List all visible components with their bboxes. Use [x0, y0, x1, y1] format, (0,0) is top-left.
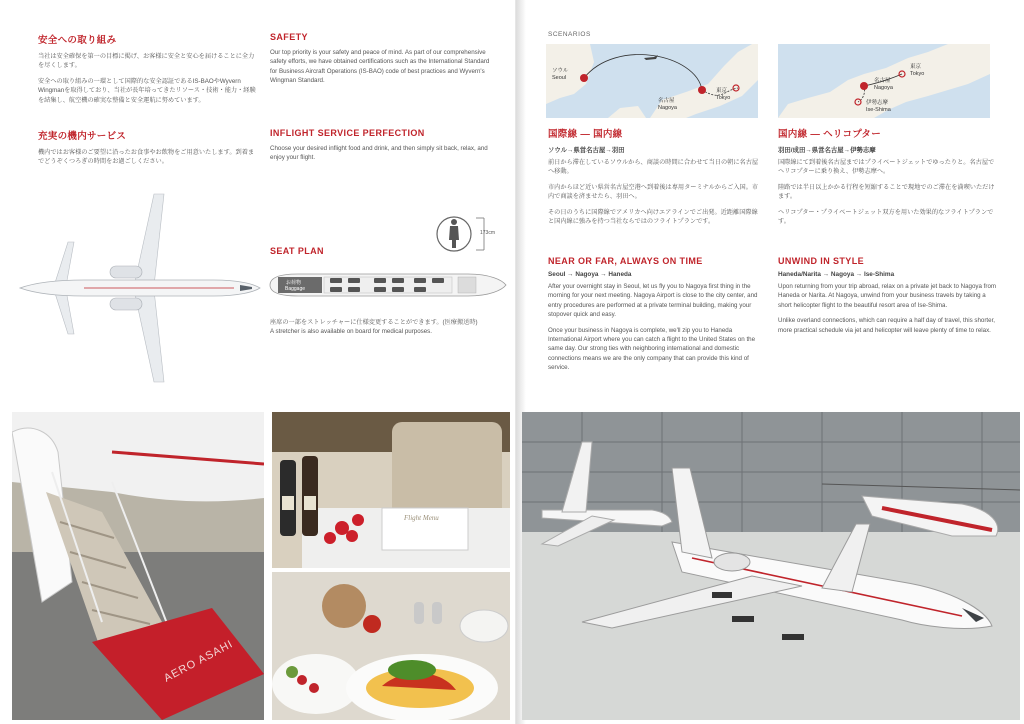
safety-en-title: SAFETY — [270, 32, 308, 42]
map2-label-iseshima-jp: 伊勢志摩 — [866, 100, 889, 106]
scenarios-label: SCENARIOS — [548, 31, 591, 38]
col2-paragraph-2-jp: 陸路では半日以上かかる行程を短縮することで現地でのご滞在を満喫いただけます。 — [778, 183, 995, 201]
seat-plan-title: SEAT PLAN — [270, 246, 324, 256]
col1-paragraph-3-jp: その日のうちに国際線でアメリカへ向けエアラインでご出発。近距離国際線と国内線に強みを持つ当社ならではのフライトプランです。 — [548, 208, 758, 226]
scenario-column-international-en — [548, 256, 762, 373]
inflight-en-title: INFLIGHT SERVICE PERFECTION — [270, 128, 425, 138]
col2-route-en: Haneda/Narita → Nagoya → Ise-Shima — [778, 271, 895, 278]
baggage-label-jp: お荷物 — [286, 280, 302, 286]
col2-paragraph-2-en: Unlike overland connections, which can require a half day of travel, this shorter, more practical schedule via jet and helicopter will leave plenty of time to relax. — [778, 317, 996, 334]
col1-title-jp: 国際線 — 国内線 — [548, 129, 623, 140]
col2-route-jp: 羽田/成田→県営名古屋→伊勢志摩 — [778, 147, 876, 154]
photo-aircraft-stairs — [12, 412, 264, 720]
map1-label-seoul-jp: ソウル — [552, 68, 569, 74]
col1-title-en: NEAR OR FAR, ALWAYS ON TIME — [548, 256, 703, 266]
photo-inflight-meal — [272, 572, 510, 720]
passenger-size-reference — [434, 212, 504, 256]
safety-jp-paragraph-1: 当社は安全確保を第一の目標に掲げ、お客様に安全と安心を届けることに全力を尽くします。 — [38, 53, 255, 70]
inflight-en-paragraph: Choose your desired inflight food and drink, and then simply sit back, relax, and enjoy your flight. — [270, 145, 488, 162]
col1-paragraph-2-en: Once your business in Nagoya is complete, we'll zip you to Haneda International Airport where you can catch a flight to the United States on the same day. Our strong ties with neighboring international and domestic connections means we are the only company that can provide this kind of service. — [548, 326, 756, 372]
scenario-column-domestic-en — [778, 256, 998, 335]
map-seoul-nagoya-tokyo — [546, 44, 758, 118]
col2-title-jp: 国内線 — ヘリコプター — [778, 129, 882, 140]
map2-label-nagoya-jp: 名古屋 — [874, 78, 891, 84]
scenario-column-domestic — [778, 126, 998, 226]
map1-label-tokyo-en: Tokyo — [716, 95, 731, 101]
col1-paragraph-2-jp: 市内からほど近い県営名古屋空港へ到着後は専用ターミナルからご入国。市内で商談を済ませたら、羽田へ。 — [548, 183, 759, 201]
aircraft-topview-illustration — [14, 190, 264, 386]
col1-paragraph-1-jp: 前日から滞在しているソウルから、商談の時間に合わせて当日の朝に名古屋へ移動。 — [548, 159, 759, 176]
scenario-column-international — [548, 126, 762, 226]
map1-label-tokyo-jp: 東京 — [716, 88, 728, 94]
map2-label-nagoya-en: Nagoya — [874, 85, 893, 91]
safety-en-section — [270, 32, 498, 86]
baggage-label-en: Baggage — [285, 286, 306, 292]
col1-paragraph-1-en: After your overnight stay in Seoul, let us fly you to Nagoya first thing in the morning for your next meeting. Nagoya Airport is close to the city center, and entry procedures are performed at a private terminal building, making your stopover quick and easy. — [548, 283, 758, 319]
inflight-jp-title: 充実の機内サービス — [38, 131, 127, 142]
aero-asahi-mat-logo: AERO ASAHI — [162, 638, 236, 685]
col2-paragraph-1-en: Upon returning from your trip abroad, relax on a private jet back to Nagoya from Haneda or Narita. At Nagoya, unwind from your business travels by taking a short helicopter flight to the beautiful resort area of Ise-Shima. — [778, 283, 997, 309]
map1-label-nagoya-en: Nagoya — [658, 105, 677, 111]
map-tokyo-nagoya-iseshima — [778, 44, 990, 118]
height-label: 173cm — [480, 230, 496, 236]
col1-route-jp: ソウル→県営名古屋→羽田 — [548, 147, 625, 154]
seat-plan-note-en: A stretcher is also available on board for medical purposes. — [270, 328, 432, 336]
map2-label-iseshima-en: Ise-Shima — [866, 107, 891, 113]
safety-jp-section — [38, 32, 260, 105]
inflight-jp-paragraph: 機内ではお客様のご要望に沿ったお食事やお飲物をご用意いたします。到着までどうぞくつろぎの時間をお過ごしください。 — [38, 149, 255, 166]
map2-label-tokyo-en: Tokyo — [910, 71, 925, 77]
seat-plan-note-jp: 座席の一部をストレッチャーに仕様変更することができます。(医療搬送時) — [270, 319, 478, 326]
map2-label-tokyo-jp: 東京 — [910, 64, 922, 70]
safety-en-paragraph: Our top priority is your safety and peace of mind. As part of our comprehensive safety efforts, we have obtained certifications such as the International Standard for Business Aircraft Operations (IS-BAO) code of best practices and Wyvern's Wingman Standard. — [270, 49, 490, 85]
seat-plan-diagram — [268, 268, 508, 302]
photo-cabin-wine-table — [272, 412, 510, 568]
inflight-jp-section — [38, 128, 260, 167]
col2-title-en: UNWIND IN STYLE — [778, 256, 864, 266]
photo-hangar-fleet — [522, 412, 1020, 720]
col2-paragraph-3-jp: ヘリコプター・プライベートジェット双方を用いた効果的なフライトプランです。 — [778, 208, 994, 226]
safety-jp-title: 安全への取り組み — [38, 35, 117, 46]
right-page — [516, 0, 1024, 724]
map1-label-seoul-en: Seoul — [552, 75, 567, 81]
safety-jp-paragraph-2: 安全への取り組みの一環として国際的な安全認証であるIS-BAOやWyvern Wingmanを取得しており、当社が長年培ってきたリソース・技術・能力・経験を結集し、航空機の確実な整備と安全運航に努めています。 — [38, 77, 256, 104]
flight-menu-card-text: Flight Menu — [404, 514, 439, 522]
seat-plan-notes — [270, 318, 502, 337]
col1-route-en: Seoul → Nagoya → Haneda — [548, 271, 632, 278]
map1-label-nagoya-jp: 名古屋 — [658, 98, 675, 104]
inflight-en-section — [270, 128, 498, 163]
col2-paragraph-1-jp: 国際線にて到着後名古屋まではプライベートジェットでゆったりと。名古屋でヘリコプターに乗り換え、伊勢志摩へ。 — [778, 159, 995, 176]
